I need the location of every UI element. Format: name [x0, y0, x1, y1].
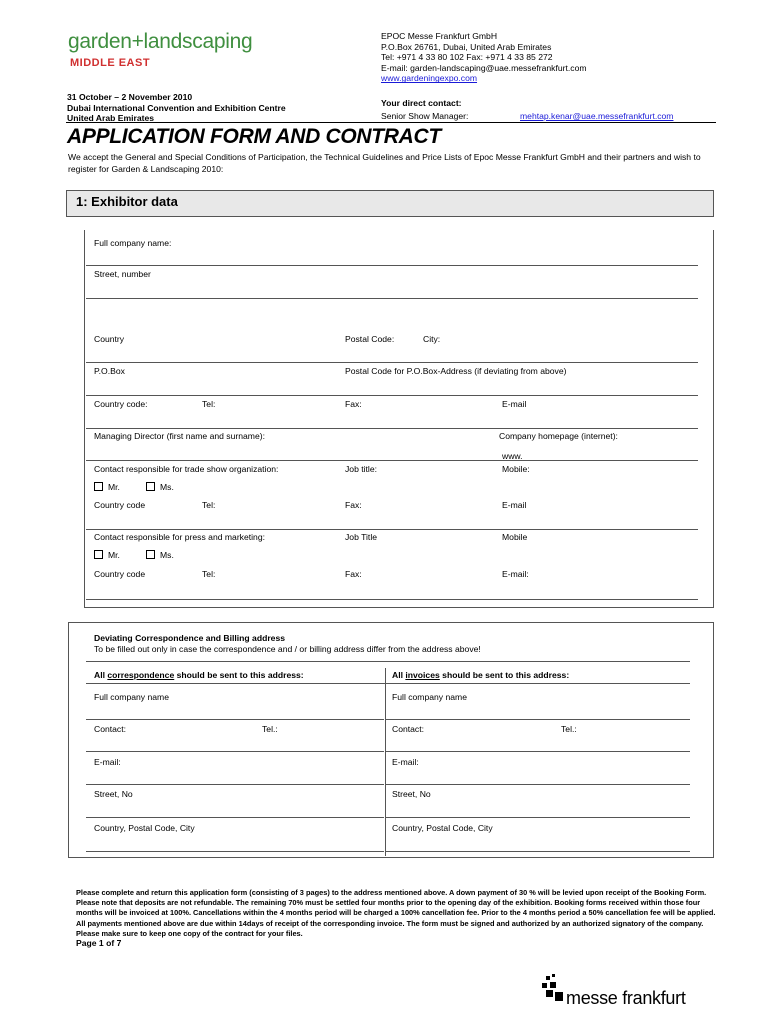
corr-street-field[interactable]	[86, 817, 384, 818]
corr-pre: All	[94, 670, 108, 680]
corr-underlined: correspondence	[107, 670, 175, 680]
corr-contact-field[interactable]	[86, 751, 384, 752]
country-code-label-2: Country code	[94, 500, 146, 510]
tel-label-2: Tel:	[202, 500, 216, 510]
corr-contact-label: Contact:	[94, 724, 127, 734]
homepage-label: Company homepage (internet):	[499, 431, 618, 441]
organizer-pobox: P.O.Box 26761, Dubai, United Arab Emirates	[381, 41, 552, 52]
inv-country-field[interactable]	[386, 851, 690, 852]
press-contact-field[interactable]	[86, 599, 698, 600]
tel-label: Tel:	[202, 399, 216, 409]
ms-label: Ms.	[160, 482, 174, 492]
inv-street-label: Street, No	[392, 789, 431, 799]
corr-email-field[interactable]	[86, 784, 384, 785]
www-prefix: www.	[502, 451, 523, 461]
mr-checkbox-2[interactable]	[94, 550, 103, 559]
ms-option[interactable]	[146, 482, 174, 492]
mobile-label-2: Mobile	[502, 532, 528, 542]
inv-tel-label: Tel.:	[561, 724, 577, 734]
event-country: United Arab Emirates	[67, 113, 155, 123]
direct-contact-heading: Your direct contact:	[381, 98, 462, 108]
mr-option[interactable]	[94, 482, 120, 492]
corr-company-label: Full company name	[94, 692, 169, 702]
fax-label-2: Fax:	[345, 500, 362, 510]
page-title: APPLICATION FORM AND CONTRACT	[67, 125, 441, 148]
postal-code-label: Postal Code:	[345, 334, 395, 344]
footer-terms: Please complete and return this application form (consisting of 3 pages) to the address mentioned above. A down payment of 30 % will be levied upon receipt of the Booking Form. Please note that deposits are not refundable. The remaining 70% must be settled four months prior to the opening day of the exhibition. Booking forms received within those four months will be invoiced at 100%. Cancellations within the 4 months period will be charged a 100% cancellation fee. Prior to the 4 months period a 50% cancellation fee will be applied. All payments mentioned above are due within 14days of receipt of the corresponding invoice. The form must be signed and authorized by an authorized signatory of the company. Please make sure to keep one copy of the contract for your files.	[76, 888, 716, 938]
mr-checkbox[interactable]	[94, 482, 103, 491]
country-code-label-3: Country code	[94, 569, 146, 579]
event-venue: Dubai International Convention and Exhibition Centre	[67, 102, 286, 113]
event-info	[67, 92, 286, 124]
middle-east-logo-text: MIDDLE EAST	[70, 57, 151, 69]
billing-column-divider	[385, 668, 386, 856]
ms-checkbox-2[interactable]	[146, 550, 155, 559]
inv-contact-field[interactable]	[386, 751, 690, 752]
job-title-label-2: Job Title	[345, 532, 378, 542]
organizer-telfax: Tel: +971 4 33 80 102 Fax: +971 4 33 85 272	[381, 52, 553, 63]
ms-checkbox[interactable]	[146, 482, 155, 491]
mr-option-2[interactable]	[94, 550, 120, 560]
inv-email-label: E-mail:	[392, 757, 419, 767]
tel-label-3: Tel:	[202, 569, 216, 579]
inv-underlined: invoices	[405, 670, 440, 680]
page-number: Page 1 of 7	[76, 938, 122, 948]
country-code-label: Country code:	[94, 399, 148, 409]
mobile-label: Mobile:	[502, 464, 530, 474]
billing-note: To be filled out only in case the correspondence and / or billing address differ from the address above!	[94, 644, 481, 654]
city-label: City:	[423, 334, 441, 344]
email-label-2: E-mail	[502, 500, 527, 510]
inv-email-field[interactable]	[386, 784, 690, 785]
inv-contact-label: Contact:	[392, 724, 425, 734]
job-title-label: Job title:	[345, 464, 378, 474]
email-label: E-mail	[502, 399, 527, 409]
organizer-name: EPOC Messe Frankfurt GmbH	[381, 31, 498, 41]
pobox-field[interactable]	[86, 395, 698, 396]
contact-numbers-field[interactable]	[86, 428, 698, 429]
email-label-3: E-mail:	[502, 569, 529, 579]
garden-landscaping-logo: garden+landscaping	[68, 30, 253, 53]
trade-contact-field[interactable]	[86, 529, 698, 530]
organizer-email: E-mail: garden-landscaping@uae.messefrankfurt.com	[381, 62, 587, 73]
mr-label: Mr.	[108, 482, 120, 492]
postal-code-pobox-label: Postal Code for P.O.Box-Address (if deviating from above)	[345, 366, 567, 376]
invoices-heading	[392, 670, 569, 680]
inv-company-label: Full company name	[392, 692, 467, 702]
fax-label-3: Fax:	[345, 569, 362, 579]
direct-contact-role: Senior Show Manager:	[381, 111, 469, 121]
intro-text: We accept the General and Special Conditions of Participation, the Technical Guidelines and Price Lists of Epoc Messe Frankfurt GmbH and their partners and wish to register for Garden & Landscaping 2010:	[68, 152, 701, 174]
messe-frankfurt-logo-icon	[540, 974, 566, 1006]
corr-country-field[interactable]	[86, 851, 384, 852]
ms-label-2: Ms.	[160, 550, 174, 560]
corr-company-field[interactable]	[86, 719, 384, 720]
street-label: Street, number	[94, 269, 151, 279]
organizer-address	[381, 31, 587, 84]
header-divider	[66, 122, 716, 123]
mr-label-2: Mr.	[108, 550, 120, 560]
contact-trade-label: Contact responsible for trade show organization:	[94, 464, 279, 474]
corr-tel-label: Tel.:	[262, 724, 278, 734]
full-company-name-label: Full company name:	[94, 238, 172, 248]
country-field[interactable]	[86, 362, 698, 363]
section-title: 1: Exhibitor data	[76, 194, 178, 209]
billing-header-divider	[86, 683, 690, 684]
country-label: Country	[94, 334, 125, 344]
exhibitor-data-frame	[84, 230, 714, 608]
inv-country-label: Country, Postal Code, City	[392, 823, 493, 833]
ms-option-2[interactable]	[146, 550, 174, 560]
inv-company-field[interactable]	[386, 719, 690, 720]
fax-label: Fax:	[345, 399, 362, 409]
inv-post: should be sent to this address:	[439, 670, 570, 680]
contact-press-label: Contact responsible for press and marketing:	[94, 532, 266, 542]
billing-heading: Deviating Correspondence and Billing address	[94, 633, 286, 643]
street-field[interactable]	[86, 298, 698, 299]
inv-pre: All	[392, 670, 406, 680]
corr-email-label: E-mail:	[94, 757, 121, 767]
inv-street-field[interactable]	[386, 817, 690, 818]
billing-divider	[86, 661, 690, 662]
corr-post: should be sent to this address:	[174, 670, 304, 680]
messe-frankfurt-brand: messe frankfurt	[566, 988, 686, 1008]
correspondence-heading	[94, 670, 304, 680]
managing-director-field[interactable]	[86, 460, 698, 461]
full-company-name-field[interactable]	[86, 265, 698, 266]
corr-street-label: Street, No	[94, 789, 133, 799]
event-dates: 31 October – 2 November 2010	[67, 92, 193, 102]
organizer-website-link[interactable]: www.gardeningexpo.com	[381, 73, 478, 84]
direct-contact-email-link[interactable]: mehtap.kenar@uae.messefrankfurt.com	[520, 111, 674, 121]
managing-director-label: Managing Director (first name and surname):	[94, 431, 265, 441]
corr-country-label: Country, Postal Code, City	[94, 823, 195, 833]
pobox-label: P.O.Box	[94, 366, 125, 376]
